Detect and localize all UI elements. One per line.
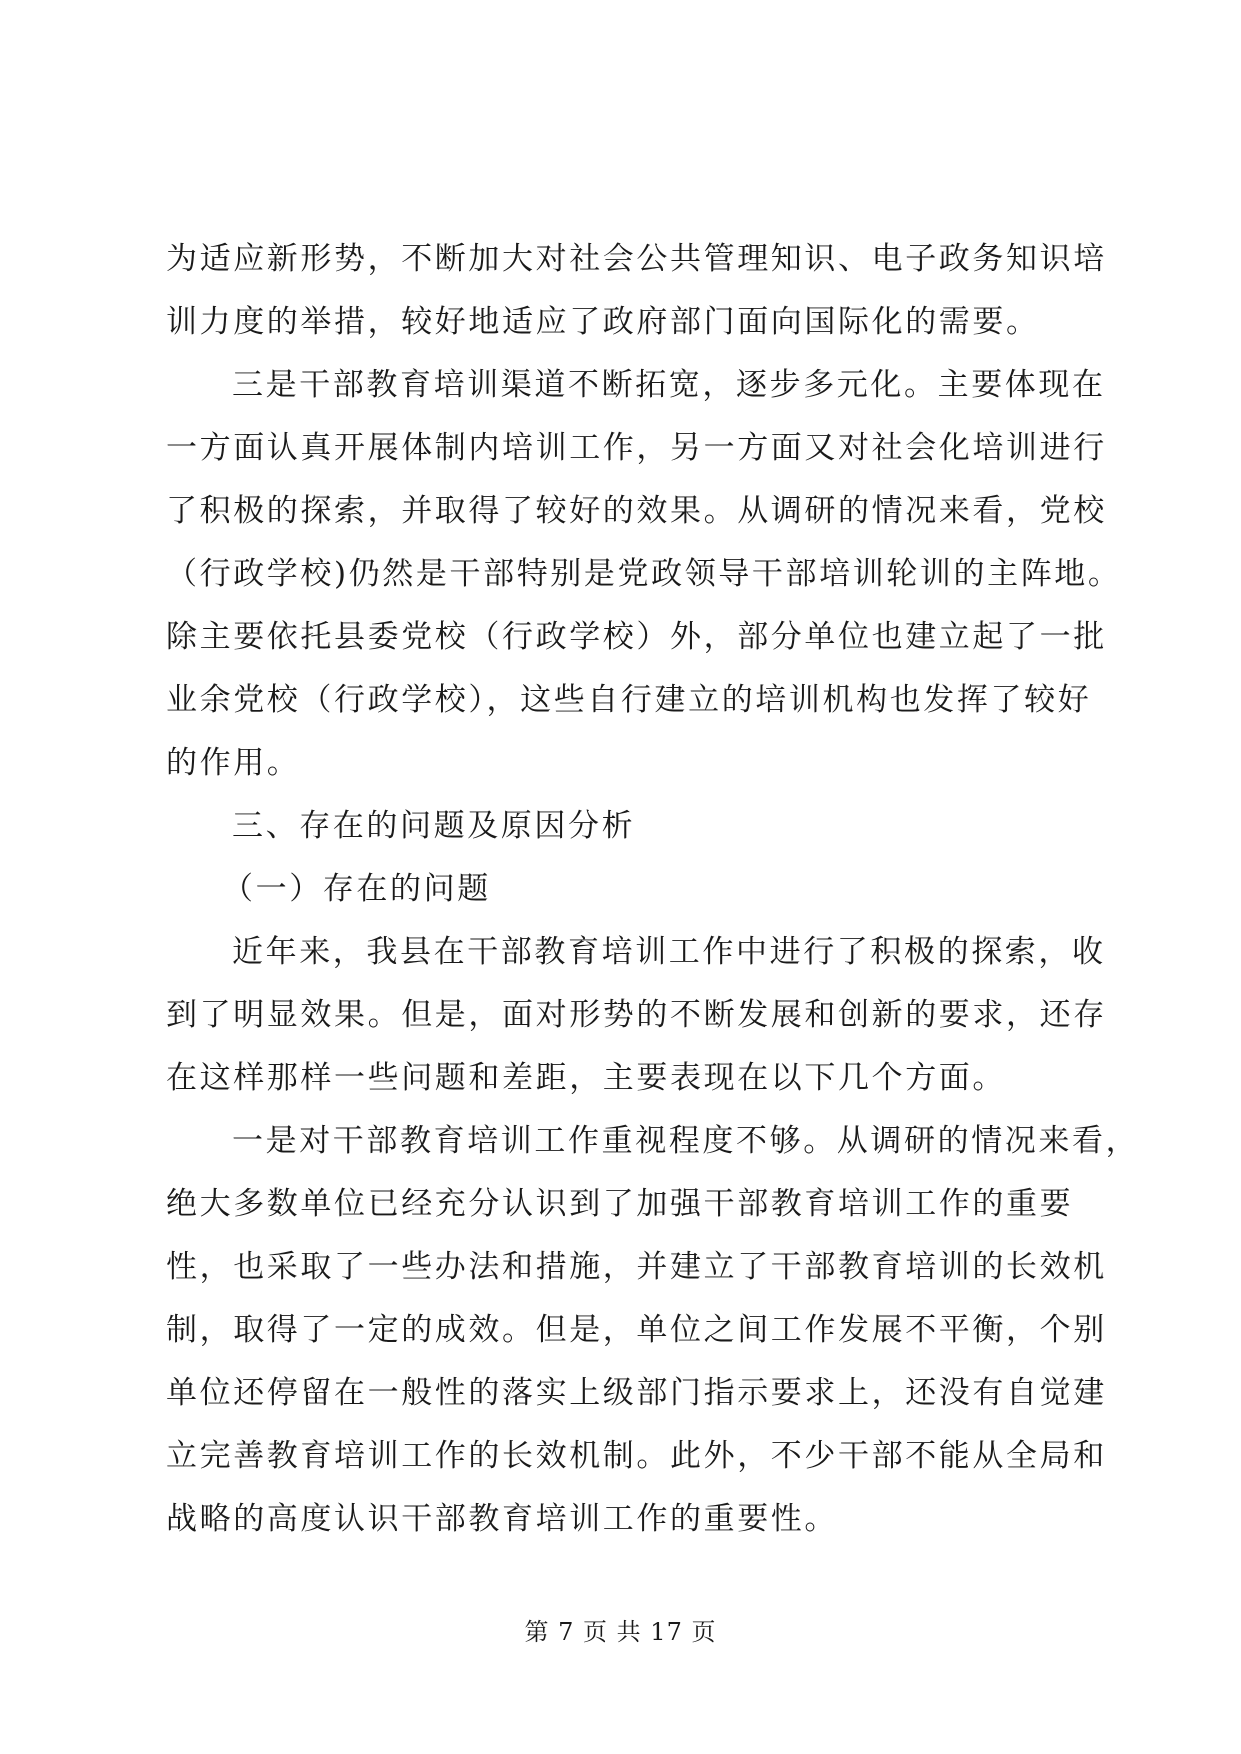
text-line: 战略的高度认识干部教育培训工作的重要性。 <box>166 1501 838 1537</box>
text-line: 的作用。 <box>166 745 301 781</box>
text-line: 为适应新形势，不断加大对社会公共管理知识、电子政务知识培 <box>166 241 1107 277</box>
text-line: 立完善教育培训工作的长效机制。此外，不少干部不能从全局和 <box>166 1438 1107 1474</box>
section-heading: 三、存在的问题及原因分析 <box>232 808 636 844</box>
text-line: 制，取得了一定的成效。但是，单位之间工作发展不平衡，个别 <box>166 1312 1107 1348</box>
text-line: 训力度的举措，较好地适应了政府部门面向国际化的需要。 <box>166 304 1040 340</box>
text-line: 绝大多数单位已经充分认识到了加强干部教育培训工作的重要 <box>166 1186 1074 1222</box>
text-line: 性，也采取了一些办法和措施，并建立了干部教育培训的长效机 <box>166 1249 1107 1285</box>
subsection-heading: （一）存在的问题 <box>222 871 491 907</box>
document-body <box>166 228 1140 1551</box>
text-line: （行政学校)仍然是干部特别是党政领导干部培训轮训的主阵地。 <box>166 556 1122 592</box>
page-footer: 第 7 页 共 17 页 <box>524 1618 717 1646</box>
text-line: 在这样那样一些问题和差距，主要表现在以下几个方面。 <box>166 1060 1006 1096</box>
text-line: 近年来，我县在干部教育培训工作中进行了积极的探索，收 <box>232 934 1106 970</box>
text-line: 一方面认真开展体制内培训工作，另一方面又对社会化培训进行 <box>166 430 1107 466</box>
text-line: 了积极的探索，并取得了较好的效果。从调研的情况来看，党校 <box>166 493 1107 529</box>
text-line: 三是干部教育培训渠道不断拓宽，逐步多元化。主要体现在 <box>232 367 1106 403</box>
text-line: 到了明显效果。但是，面对形势的不断发展和创新的要求，还存 <box>166 997 1107 1033</box>
text-line: 除主要依托县委党校（行政学校）外，部分单位也建立起了一批 <box>166 619 1107 655</box>
text-line: 一是对干部教育培训工作重视程度不够。从调研的情况来看， <box>232 1123 1140 1159</box>
text-line: 单位还停留在一般性的落实上级部门指示要求上，还没有自觉建 <box>166 1375 1107 1411</box>
text-line: 业余党校（行政学校），这些自行建立的培训机构也发挥了较好 <box>166 682 1092 718</box>
